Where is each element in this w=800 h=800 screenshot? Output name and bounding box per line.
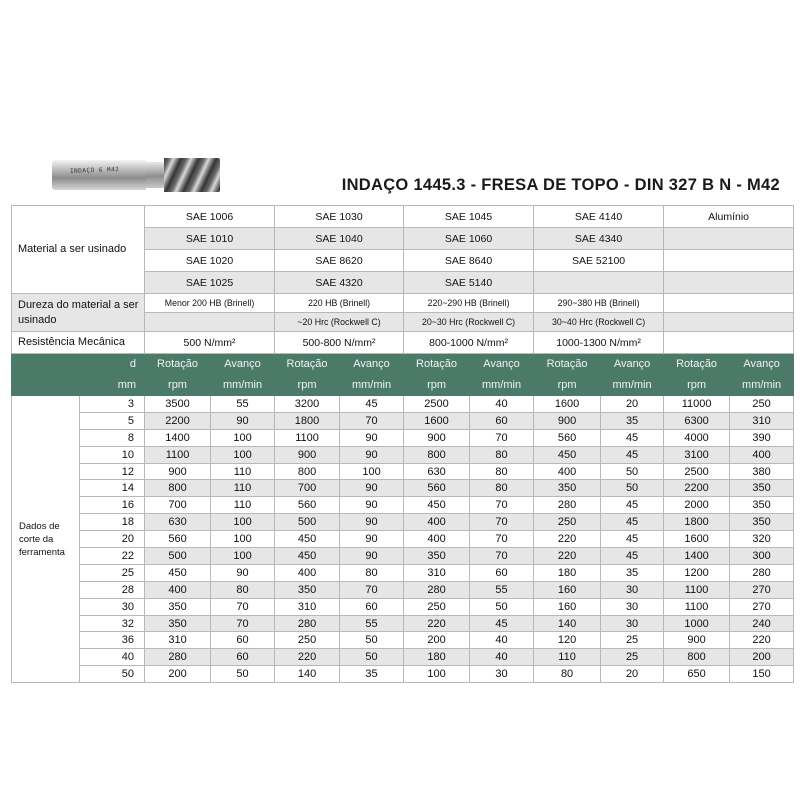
rotacao-cell: 280 <box>145 649 211 666</box>
avanco-cell: 45 <box>601 514 664 531</box>
avanco-cell: 40 <box>470 649 534 666</box>
rotacao-cell: 200 <box>145 666 211 683</box>
table-row <box>12 581 794 598</box>
diameter-cell: 16 <box>80 497 145 514</box>
hardness-cell: 290~380 HB (Brinell) <box>534 294 664 313</box>
avanco-cell: 90 <box>340 548 404 565</box>
avanco-cell: 60 <box>470 412 534 429</box>
header-mmmin: mm/min <box>601 375 664 396</box>
rotacao-cell: 630 <box>404 463 470 480</box>
avanco-cell: 110 <box>211 497 275 514</box>
page-title: INDAÇO 1445.3 - FRESA DE TOPO - DIN 327 B N - M42 <box>341 176 780 194</box>
material-cell: SAE 8620 <box>275 250 404 272</box>
table-row <box>12 598 794 615</box>
header-mmmin: mm/min <box>730 375 794 396</box>
avanco-cell: 35 <box>601 564 664 581</box>
table-row <box>12 396 794 413</box>
rotacao-cell: 1200 <box>664 564 730 581</box>
rotacao-cell: 280 <box>534 497 601 514</box>
avanco-cell: 30 <box>601 581 664 598</box>
rotacao-cell: 3100 <box>664 446 730 463</box>
header-rpm: rpm <box>275 375 340 396</box>
avanco-cell: 400 <box>730 446 794 463</box>
rotacao-cell: 800 <box>275 463 340 480</box>
rotacao-cell: 1800 <box>275 412 340 429</box>
avanco-cell: 80 <box>470 463 534 480</box>
rotacao-cell: 3500 <box>145 396 211 413</box>
rotacao-cell: 900 <box>145 463 211 480</box>
rotacao-cell: 400 <box>275 564 340 581</box>
resistance-cell: 500 N/mm² <box>145 332 275 354</box>
avanco-cell: 90 <box>340 514 404 531</box>
rotacao-cell: 80 <box>534 666 601 683</box>
diameter-cell: 8 <box>80 429 145 446</box>
hardness-cell: ~20 Hrc (Rockwell C) <box>275 313 404 332</box>
avanco-cell: 90 <box>340 446 404 463</box>
avanco-cell: 60 <box>470 564 534 581</box>
rotacao-cell: 400 <box>145 581 211 598</box>
rotacao-cell: 250 <box>275 632 340 649</box>
rotacao-cell: 900 <box>534 412 601 429</box>
material-row <box>12 206 794 228</box>
table-row <box>12 632 794 649</box>
resistance-label: Resistência Mecânica <box>12 332 145 354</box>
avanco-cell: 80 <box>470 446 534 463</box>
rotacao-cell: 200 <box>404 632 470 649</box>
rotacao-cell: 560 <box>404 480 470 497</box>
rotacao-cell: 140 <box>534 615 601 632</box>
avanco-cell: 70 <box>470 548 534 565</box>
rotacao-cell: 700 <box>275 480 340 497</box>
rotacao-cell: 450 <box>534 446 601 463</box>
rotacao-cell: 900 <box>275 446 340 463</box>
material-label: Material a ser usinado <box>12 206 145 294</box>
hardness-cell <box>664 313 794 332</box>
hardness-cell: 220 HB (Brinell) <box>275 294 404 313</box>
material-cell: SAE 1060 <box>404 228 534 250</box>
header-rotacao: Rotação <box>534 354 601 375</box>
rotacao-cell: 1100 <box>664 581 730 598</box>
rotacao-cell: 11000 <box>664 396 730 413</box>
material-cell: SAE 4140 <box>534 206 664 228</box>
diameter-cell: 36 <box>80 632 145 649</box>
diameter-cell: 40 <box>80 649 145 666</box>
avanco-cell: 110 <box>211 463 275 480</box>
diameter-cell: 10 <box>80 446 145 463</box>
avanco-cell: 90 <box>340 480 404 497</box>
avanco-cell: 40 <box>470 396 534 413</box>
diameter-cell: 14 <box>80 480 145 497</box>
rotacao-cell: 220 <box>404 615 470 632</box>
rotacao-cell: 250 <box>534 514 601 531</box>
rotacao-cell: 650 <box>664 666 730 683</box>
resistance-cell: 800-1000 N/mm² <box>404 332 534 354</box>
avanco-cell: 30 <box>601 615 664 632</box>
material-cell: SAE 8640 <box>404 250 534 272</box>
rotacao-cell: 1400 <box>145 429 211 446</box>
avanco-cell: 45 <box>601 446 664 463</box>
diameter-cell: 30 <box>80 598 145 615</box>
avanco-cell: 110 <box>211 480 275 497</box>
rotacao-cell: 800 <box>664 649 730 666</box>
header-row <box>12 354 794 375</box>
table-row <box>12 497 794 514</box>
rotacao-cell: 400 <box>404 514 470 531</box>
material-cell: SAE 1025 <box>145 272 275 294</box>
material-cell: SAE 4320 <box>275 272 404 294</box>
rotacao-cell: 160 <box>534 581 601 598</box>
rotacao-cell: 220 <box>534 531 601 548</box>
rotacao-cell: 1100 <box>664 598 730 615</box>
material-cell: SAE 4340 <box>534 228 664 250</box>
rotacao-cell: 450 <box>275 531 340 548</box>
rotacao-cell: 280 <box>404 581 470 598</box>
avanco-cell: 55 <box>340 615 404 632</box>
header-rotacao: Rotação <box>145 354 211 375</box>
table-row <box>12 480 794 497</box>
rotacao-cell: 310 <box>145 632 211 649</box>
table-row <box>12 463 794 480</box>
avanco-cell: 200 <box>730 649 794 666</box>
header-row <box>12 375 794 396</box>
rotacao-cell: 310 <box>404 564 470 581</box>
rotacao-cell: 140 <box>275 666 340 683</box>
rotacao-cell: 220 <box>275 649 340 666</box>
header-mm: mm <box>12 375 145 396</box>
tool-shank <box>52 160 146 190</box>
avanco-cell: 60 <box>211 649 275 666</box>
avanco-cell: 310 <box>730 412 794 429</box>
avanco-cell: 20 <box>601 396 664 413</box>
rotacao-cell: 500 <box>145 548 211 565</box>
table-row <box>12 429 794 446</box>
avanco-cell: 45 <box>340 396 404 413</box>
tool-marking: INDAÇO 6 M42 <box>69 166 120 175</box>
tool-neck <box>146 162 164 188</box>
material-cell: SAE 1006 <box>145 206 275 228</box>
tool-flutes <box>164 158 220 192</box>
rotacao-cell: 1600 <box>404 412 470 429</box>
avanco-cell: 80 <box>340 564 404 581</box>
header-avanco: Avanço <box>340 354 404 375</box>
rotacao-cell: 450 <box>275 548 340 565</box>
avanco-cell: 100 <box>211 446 275 463</box>
rotacao-cell: 700 <box>145 497 211 514</box>
avanco-cell: 100 <box>211 548 275 565</box>
hardness-row <box>12 294 794 313</box>
table-row <box>12 412 794 429</box>
table-row <box>12 446 794 463</box>
avanco-cell: 45 <box>601 497 664 514</box>
material-cell <box>664 272 794 294</box>
table-row <box>12 666 794 683</box>
avanco-cell: 100 <box>211 514 275 531</box>
avanco-cell: 150 <box>730 666 794 683</box>
avanco-cell: 45 <box>601 548 664 565</box>
header-avanco: Avanço <box>470 354 534 375</box>
avanco-cell: 350 <box>730 480 794 497</box>
diameter-cell: 50 <box>80 666 145 683</box>
rotacao-cell: 560 <box>534 429 601 446</box>
avanco-cell: 50 <box>601 480 664 497</box>
rotacao-cell: 250 <box>404 598 470 615</box>
rotacao-cell: 110 <box>534 649 601 666</box>
avanco-cell: 30 <box>601 598 664 615</box>
hardness-cell <box>664 294 794 313</box>
hardness-cell: Menor 200 HB (Brinell) <box>145 294 275 313</box>
rotacao-cell: 350 <box>145 615 211 632</box>
diameter-cell: 32 <box>80 615 145 632</box>
rotacao-cell: 500 <box>275 514 340 531</box>
diameter-cell: 3 <box>80 396 145 413</box>
avanco-cell: 280 <box>730 564 794 581</box>
rotacao-cell: 1100 <box>275 429 340 446</box>
rotacao-cell: 1800 <box>664 514 730 531</box>
avanco-cell: 50 <box>340 649 404 666</box>
rotacao-cell: 1600 <box>664 531 730 548</box>
rotacao-cell: 1000 <box>664 615 730 632</box>
rotacao-cell: 1600 <box>534 396 601 413</box>
avanco-cell: 50 <box>211 666 275 683</box>
avanco-cell: 300 <box>730 548 794 565</box>
rotacao-cell: 450 <box>145 564 211 581</box>
cutting-data-table <box>11 205 794 683</box>
diameter-cell: 28 <box>80 581 145 598</box>
table-row <box>12 649 794 666</box>
end-mill-illustration <box>52 158 220 192</box>
header-rotacao: Rotação <box>664 354 730 375</box>
rotacao-cell: 1100 <box>145 446 211 463</box>
hardness-cell: 30~40 Hrc (Rockwell C) <box>534 313 664 332</box>
avanco-cell: 90 <box>340 531 404 548</box>
rotacao-cell: 180 <box>534 564 601 581</box>
avanco-cell: 70 <box>211 615 275 632</box>
avanco-cell: 350 <box>730 514 794 531</box>
hardness-cell: 220~290 HB (Brinell) <box>404 294 534 313</box>
hardness-label: Dureza do material a ser usinado <box>12 294 145 332</box>
avanco-cell: 50 <box>470 598 534 615</box>
diameter-cell: 18 <box>80 514 145 531</box>
avanco-cell: 70 <box>211 598 275 615</box>
header-d: d <box>12 354 145 375</box>
avanco-cell: 350 <box>730 497 794 514</box>
avanco-cell: 55 <box>211 396 275 413</box>
material-cell: SAE 1020 <box>145 250 275 272</box>
hardness-cell <box>145 313 275 332</box>
avanco-cell: 90 <box>340 497 404 514</box>
rotacao-cell: 450 <box>404 497 470 514</box>
header-mmmin: mm/min <box>340 375 404 396</box>
material-cell <box>534 272 664 294</box>
dados-label: Dados de corte da ferramenta <box>12 396 80 683</box>
avanco-cell: 380 <box>730 463 794 480</box>
rotacao-cell: 900 <box>404 429 470 446</box>
diameter-cell: 5 <box>80 412 145 429</box>
avanco-cell: 100 <box>340 463 404 480</box>
rotacao-cell: 1400 <box>664 548 730 565</box>
rotacao-cell: 2200 <box>145 412 211 429</box>
material-cell: SAE 1040 <box>275 228 404 250</box>
rotacao-cell: 2000 <box>664 497 730 514</box>
avanco-cell: 70 <box>470 531 534 548</box>
avanco-cell: 60 <box>211 632 275 649</box>
table-row <box>12 564 794 581</box>
rotacao-cell: 220 <box>534 548 601 565</box>
header-avanco: Avanço <box>601 354 664 375</box>
avanco-cell: 100 <box>211 429 275 446</box>
header-mmmin: mm/min <box>470 375 534 396</box>
material-cell: SAE 52100 <box>534 250 664 272</box>
resistance-cell: 1000-1300 N/mm² <box>534 332 664 354</box>
avanco-cell: 90 <box>211 564 275 581</box>
rotacao-cell: 350 <box>404 548 470 565</box>
material-cell: SAE 1045 <box>404 206 534 228</box>
header-rpm: rpm <box>664 375 730 396</box>
avanco-cell: 320 <box>730 531 794 548</box>
avanco-cell: 70 <box>470 514 534 531</box>
rotacao-cell: 350 <box>145 598 211 615</box>
table-row <box>12 548 794 565</box>
rotacao-cell: 2200 <box>664 480 730 497</box>
rotacao-cell: 560 <box>145 531 211 548</box>
avanco-cell: 25 <box>601 632 664 649</box>
avanco-cell: 270 <box>730 581 794 598</box>
rotacao-cell: 120 <box>534 632 601 649</box>
avanco-cell: 220 <box>730 632 794 649</box>
header-rpm: rpm <box>534 375 601 396</box>
avanco-cell: 45 <box>470 615 534 632</box>
rotacao-cell: 350 <box>534 480 601 497</box>
table-row <box>12 531 794 548</box>
rotacao-cell: 400 <box>534 463 601 480</box>
header-rotacao: Rotação <box>404 354 470 375</box>
material-cell: SAE 1010 <box>145 228 275 250</box>
rotacao-cell: 6300 <box>664 412 730 429</box>
avanco-cell: 100 <box>211 531 275 548</box>
avanco-cell: 40 <box>470 632 534 649</box>
avanco-cell: 250 <box>730 396 794 413</box>
avanco-cell: 240 <box>730 615 794 632</box>
material-cell: Alumínio <box>664 206 794 228</box>
avanco-cell: 30 <box>470 666 534 683</box>
avanco-cell: 45 <box>601 531 664 548</box>
rotacao-cell: 4000 <box>664 429 730 446</box>
resistance-row <box>12 332 794 354</box>
rotacao-cell: 3200 <box>275 396 340 413</box>
rotacao-cell: 800 <box>145 480 211 497</box>
avanco-cell: 70 <box>340 581 404 598</box>
header-rotacao: Rotação <box>275 354 340 375</box>
rotacao-cell: 2500 <box>404 396 470 413</box>
avanco-cell: 390 <box>730 429 794 446</box>
avanco-cell: 80 <box>470 480 534 497</box>
diameter-cell: 20 <box>80 531 145 548</box>
rotacao-cell: 280 <box>275 615 340 632</box>
avanco-cell: 70 <box>340 412 404 429</box>
diameter-cell: 12 <box>80 463 145 480</box>
avanco-cell: 60 <box>340 598 404 615</box>
avanco-cell: 70 <box>470 497 534 514</box>
material-cell <box>664 228 794 250</box>
hardness-cell: 20~30 Hrc (Rockwell C) <box>404 313 534 332</box>
avanco-cell: 35 <box>601 412 664 429</box>
rotacao-cell: 180 <box>404 649 470 666</box>
avanco-cell: 45 <box>601 429 664 446</box>
material-cell: SAE 5140 <box>404 272 534 294</box>
material-cell <box>664 250 794 272</box>
header-rpm: rpm <box>145 375 211 396</box>
avanco-cell: 70 <box>470 429 534 446</box>
avanco-cell: 80 <box>211 581 275 598</box>
rotacao-cell: 630 <box>145 514 211 531</box>
avanco-cell: 90 <box>211 412 275 429</box>
header-avanco: Avanço <box>211 354 275 375</box>
rotacao-cell: 900 <box>664 632 730 649</box>
avanco-cell: 270 <box>730 598 794 615</box>
table-row <box>12 514 794 531</box>
material-cell: SAE 1030 <box>275 206 404 228</box>
rotacao-cell: 350 <box>275 581 340 598</box>
avanco-cell: 35 <box>340 666 404 683</box>
rotacao-cell: 800 <box>404 446 470 463</box>
resistance-cell: 500-800 N/mm² <box>275 332 404 354</box>
rotacao-cell: 2500 <box>664 463 730 480</box>
header-mmmin: mm/min <box>211 375 275 396</box>
resistance-cell <box>664 332 794 354</box>
avanco-cell: 50 <box>601 463 664 480</box>
diameter-cell: 25 <box>80 564 145 581</box>
table-row <box>12 615 794 632</box>
header-avanco: Avanço <box>730 354 794 375</box>
rotacao-cell: 160 <box>534 598 601 615</box>
avanco-cell: 55 <box>470 581 534 598</box>
avanco-cell: 20 <box>601 666 664 683</box>
diameter-cell: 22 <box>80 548 145 565</box>
header-rpm: rpm <box>404 375 470 396</box>
rotacao-cell: 400 <box>404 531 470 548</box>
avanco-cell: 50 <box>340 632 404 649</box>
rotacao-cell: 560 <box>275 497 340 514</box>
rotacao-cell: 310 <box>275 598 340 615</box>
avanco-cell: 90 <box>340 429 404 446</box>
avanco-cell: 25 <box>601 649 664 666</box>
rotacao-cell: 100 <box>404 666 470 683</box>
